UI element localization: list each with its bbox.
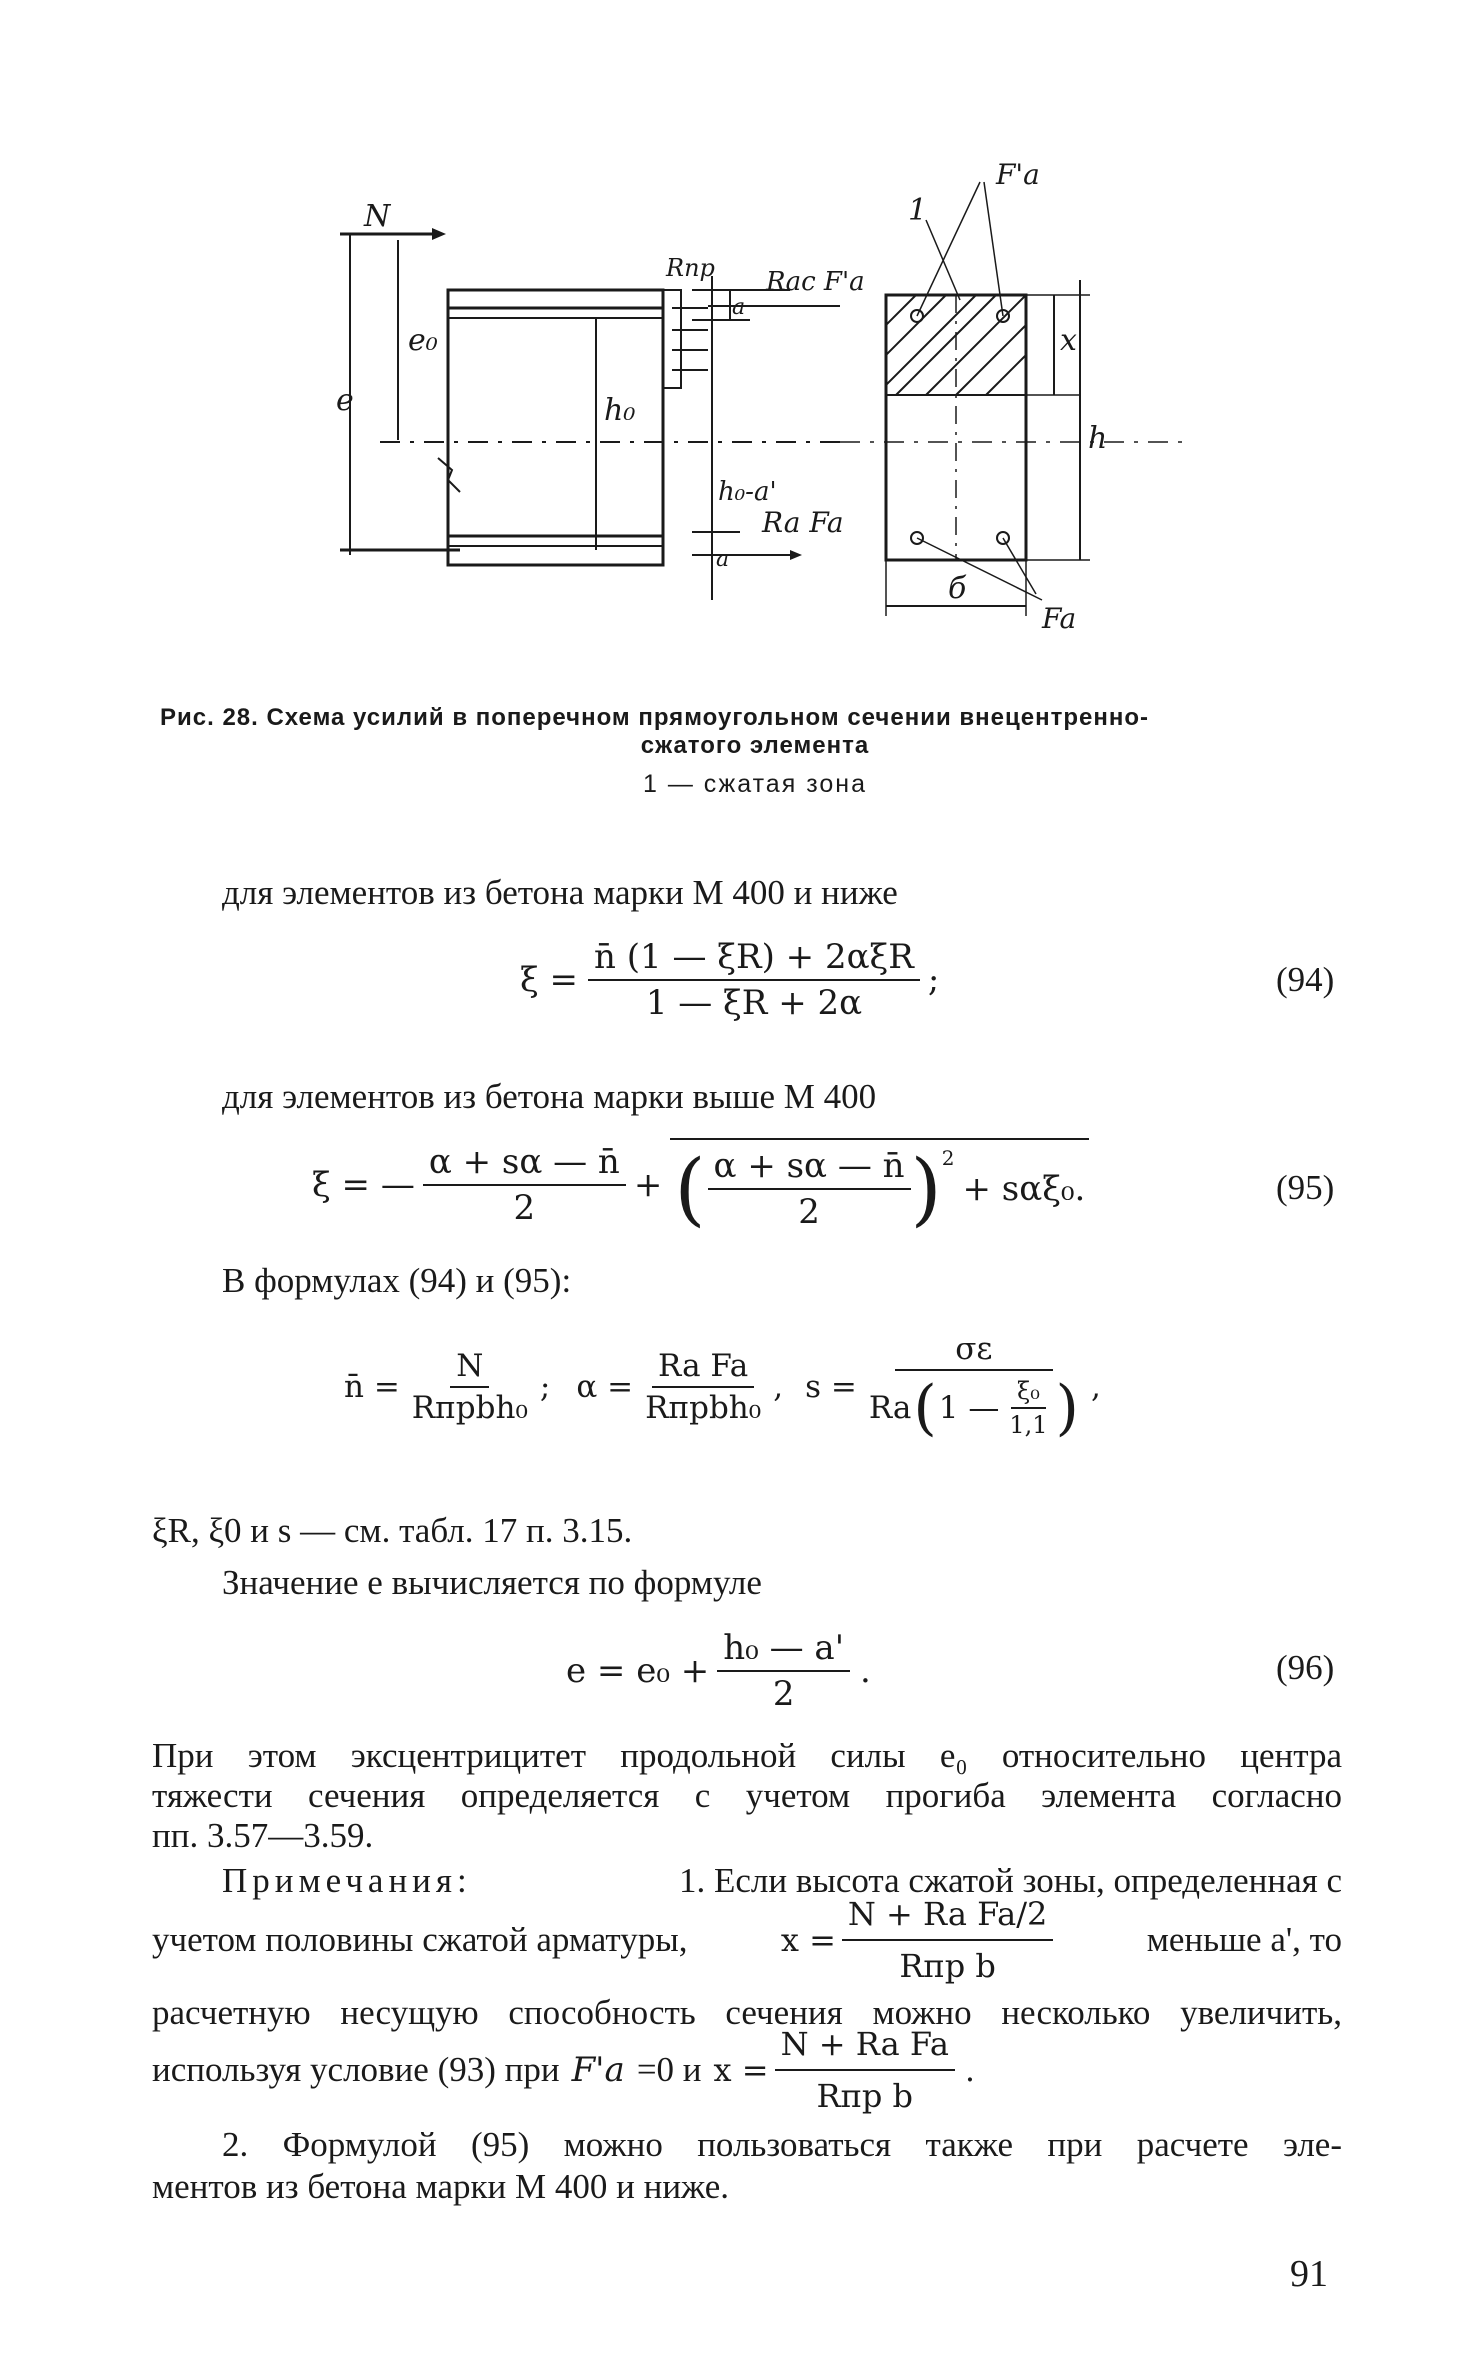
note-x2-den: Rпр b (816, 2077, 914, 2115)
def-s-lhs: s = (805, 1369, 857, 1405)
label-h0: h₀ (604, 393, 636, 428)
paren-close-icon: ) (910, 1142, 942, 1235)
page-number: 91 (1290, 2253, 1328, 2295)
def-s-fraction (863, 1331, 1085, 1443)
def-tail: , (1090, 1369, 1101, 1405)
def-s-inner-den: 1,1 (1009, 1411, 1048, 1439)
def-n-num: N (450, 1348, 489, 1388)
def-s-inner-fraction (1003, 1377, 1053, 1439)
def-s-den-a: Ra (868, 1390, 912, 1426)
label-a-top: a (732, 295, 746, 320)
notes-line-2 (152, 1890, 1342, 1990)
eq95-number: (95) (1276, 1168, 1335, 1207)
note-x2 (714, 2021, 976, 2119)
eq94-denominator: 1 — ξR + 2α (645, 983, 863, 1023)
eq95-plus: + (633, 1165, 663, 1205)
sqrt-icon: ( (674, 1142, 706, 1235)
notes-l4b: =0 и (636, 2050, 702, 2089)
para1-line1: При этом эксцентрицитет продольной силы e₀ относительно центра (152, 1736, 1342, 1775)
paragraph-eccentricity (152, 1736, 1342, 1856)
def-n-den: Rпрbh₀ (411, 1390, 528, 1426)
notes-line-4 (152, 2020, 975, 2120)
eq94-numerator: n̄ (1 — ξR) + 2αξR (588, 937, 920, 981)
label-Fa: Fa (1042, 602, 1077, 635)
eq95-lhs: ξ = — (312, 1165, 415, 1205)
def-sep1: ; (539, 1369, 551, 1405)
def-sep2: , (773, 1369, 784, 1405)
label-x: x (1060, 323, 1077, 358)
equation-96 (566, 1616, 871, 1726)
paren-close-icon-2: ) (1055, 1373, 1079, 1443)
eq94-tail: ; (927, 960, 940, 1000)
notes-line-3: расчетную несущую способность сечения можно несколько увеличить, (152, 1993, 1342, 2032)
figure-caption (160, 704, 1350, 760)
text-m400-below: для элементов из бетона марки М 400 и ниже (222, 873, 898, 912)
eq95-exp: 2 (941, 1146, 955, 1170)
eq95-den1: 2 (513, 1188, 536, 1228)
eq95-num2: α + sα — n̄ (708, 1146, 911, 1190)
eq95-sqrt (670, 1138, 1089, 1235)
note-x2-lhs: x = (713, 2051, 769, 2089)
text-xi-note: ξR, ξ0 и s — см. табл. 17 п. 3.15. (152, 1511, 633, 1550)
eq96-number: (96) (1276, 1648, 1335, 1687)
note-x1-lhs: x = (780, 1921, 836, 1959)
notes-l4a: используя условие (93) при (152, 2050, 560, 2089)
note2-line1: 2. Формулой (95) можно пользоваться также при расчете эле- (222, 2125, 1342, 2164)
eq95-fraction-1 (423, 1142, 626, 1228)
eq96-fraction (717, 1628, 850, 1714)
eq94-lhs: ξ = (520, 960, 579, 1000)
equation-definitions (344, 1312, 1101, 1462)
eq96-tail: . (860, 1651, 871, 1691)
eq94-number: (94) (1276, 960, 1335, 999)
paren-open-icon: ( (913, 1373, 937, 1443)
note-x1-den: Rпр b (899, 1947, 996, 1985)
note-x1-fraction (842, 1891, 1053, 1989)
eq95-num1: α + sα — n̄ (423, 1142, 626, 1186)
note2-line2: ментов из бетона марки М 400 и ниже. (152, 2167, 730, 2206)
eq95-fraction-2 (708, 1146, 911, 1232)
caption-line-2: сжатого элемента (640, 732, 870, 759)
label-b: б (948, 571, 967, 606)
eq95-tail: + sαξ₀. (962, 1169, 1086, 1209)
equation-95 (312, 1125, 1089, 1245)
def-s-den (863, 1371, 1085, 1443)
label-h0-a: h₀-a' (718, 477, 777, 507)
label-one: 1 (908, 193, 928, 228)
text-m400-above: для элементов из бетона марки выше М 400 (222, 1077, 877, 1116)
text-in-formulas: В формулах (94) и (95): (222, 1261, 572, 1300)
note-x2-fraction (775, 2021, 955, 2119)
label-Rnp: Rпр (666, 254, 715, 282)
label-Rac: Rас F'а (766, 267, 865, 297)
label-RaFa: Ra Fa (762, 506, 844, 539)
equation-94 (520, 925, 939, 1035)
para1-line2: тяжести сечения определяется с учетом прогиба элемента согласно (152, 1776, 1342, 1815)
eq96-den: 2 (772, 1674, 795, 1714)
note-x2-num: N + Ra Fa (775, 2021, 955, 2071)
label-N: N (364, 199, 391, 234)
text-e-calc: Значение e вычисляется по формуле (222, 1563, 762, 1602)
figure-28 (320, 158, 1200, 660)
eq96-num: h₀ — a' (717, 1628, 850, 1672)
notes-l1-text: 1. Если высота сжатой зоны, определенная с (678, 1861, 1342, 1900)
def-s-den-b: 1 — (938, 1390, 1000, 1426)
def-s-inner-num: ξ₀ (1011, 1377, 1046, 1409)
notes-l2b: меньше a', то (1146, 1920, 1342, 1959)
eq94-fraction (588, 937, 920, 1023)
label-Fa-prime: F'a (996, 158, 1040, 191)
def-alpha-fraction (639, 1348, 767, 1426)
notes-l2a: учетом половины сжатой арматуры, (152, 1920, 688, 1959)
eq96-lhs: e = e₀ + (566, 1651, 710, 1691)
def-n-lhs: n̄ = (344, 1369, 400, 1405)
def-n-fraction (406, 1348, 534, 1426)
notes-heading: Примечания: (222, 1861, 472, 1900)
caption-line-1: Рис. 28. Схема усилий в поперечном прямоугольном сечении внецентренно- (160, 704, 1149, 731)
label-h: h (1088, 421, 1108, 456)
figure-legend: 1 — сжатая зона (642, 770, 867, 798)
label-e: e (336, 383, 354, 418)
note-x1-num: N + Ra Fa/2 (842, 1891, 1053, 1941)
note-x2-tail: . (964, 2051, 976, 2089)
def-alpha-lhs: α = (576, 1369, 634, 1405)
eq95-den2: 2 (798, 1192, 820, 1232)
note-x1 (781, 1891, 1054, 1989)
label-e0: e₀ (408, 323, 438, 358)
label-a-bot: a (716, 547, 730, 572)
note-F: F'a (571, 2050, 625, 2090)
def-alpha-den: Rпрbh₀ (645, 1390, 762, 1426)
def-alpha-num: Ra Fa (652, 1348, 754, 1388)
def-s-num: σε (895, 1331, 1052, 1371)
para1-line3: пп. 3.57—3.59. (152, 1816, 374, 1855)
